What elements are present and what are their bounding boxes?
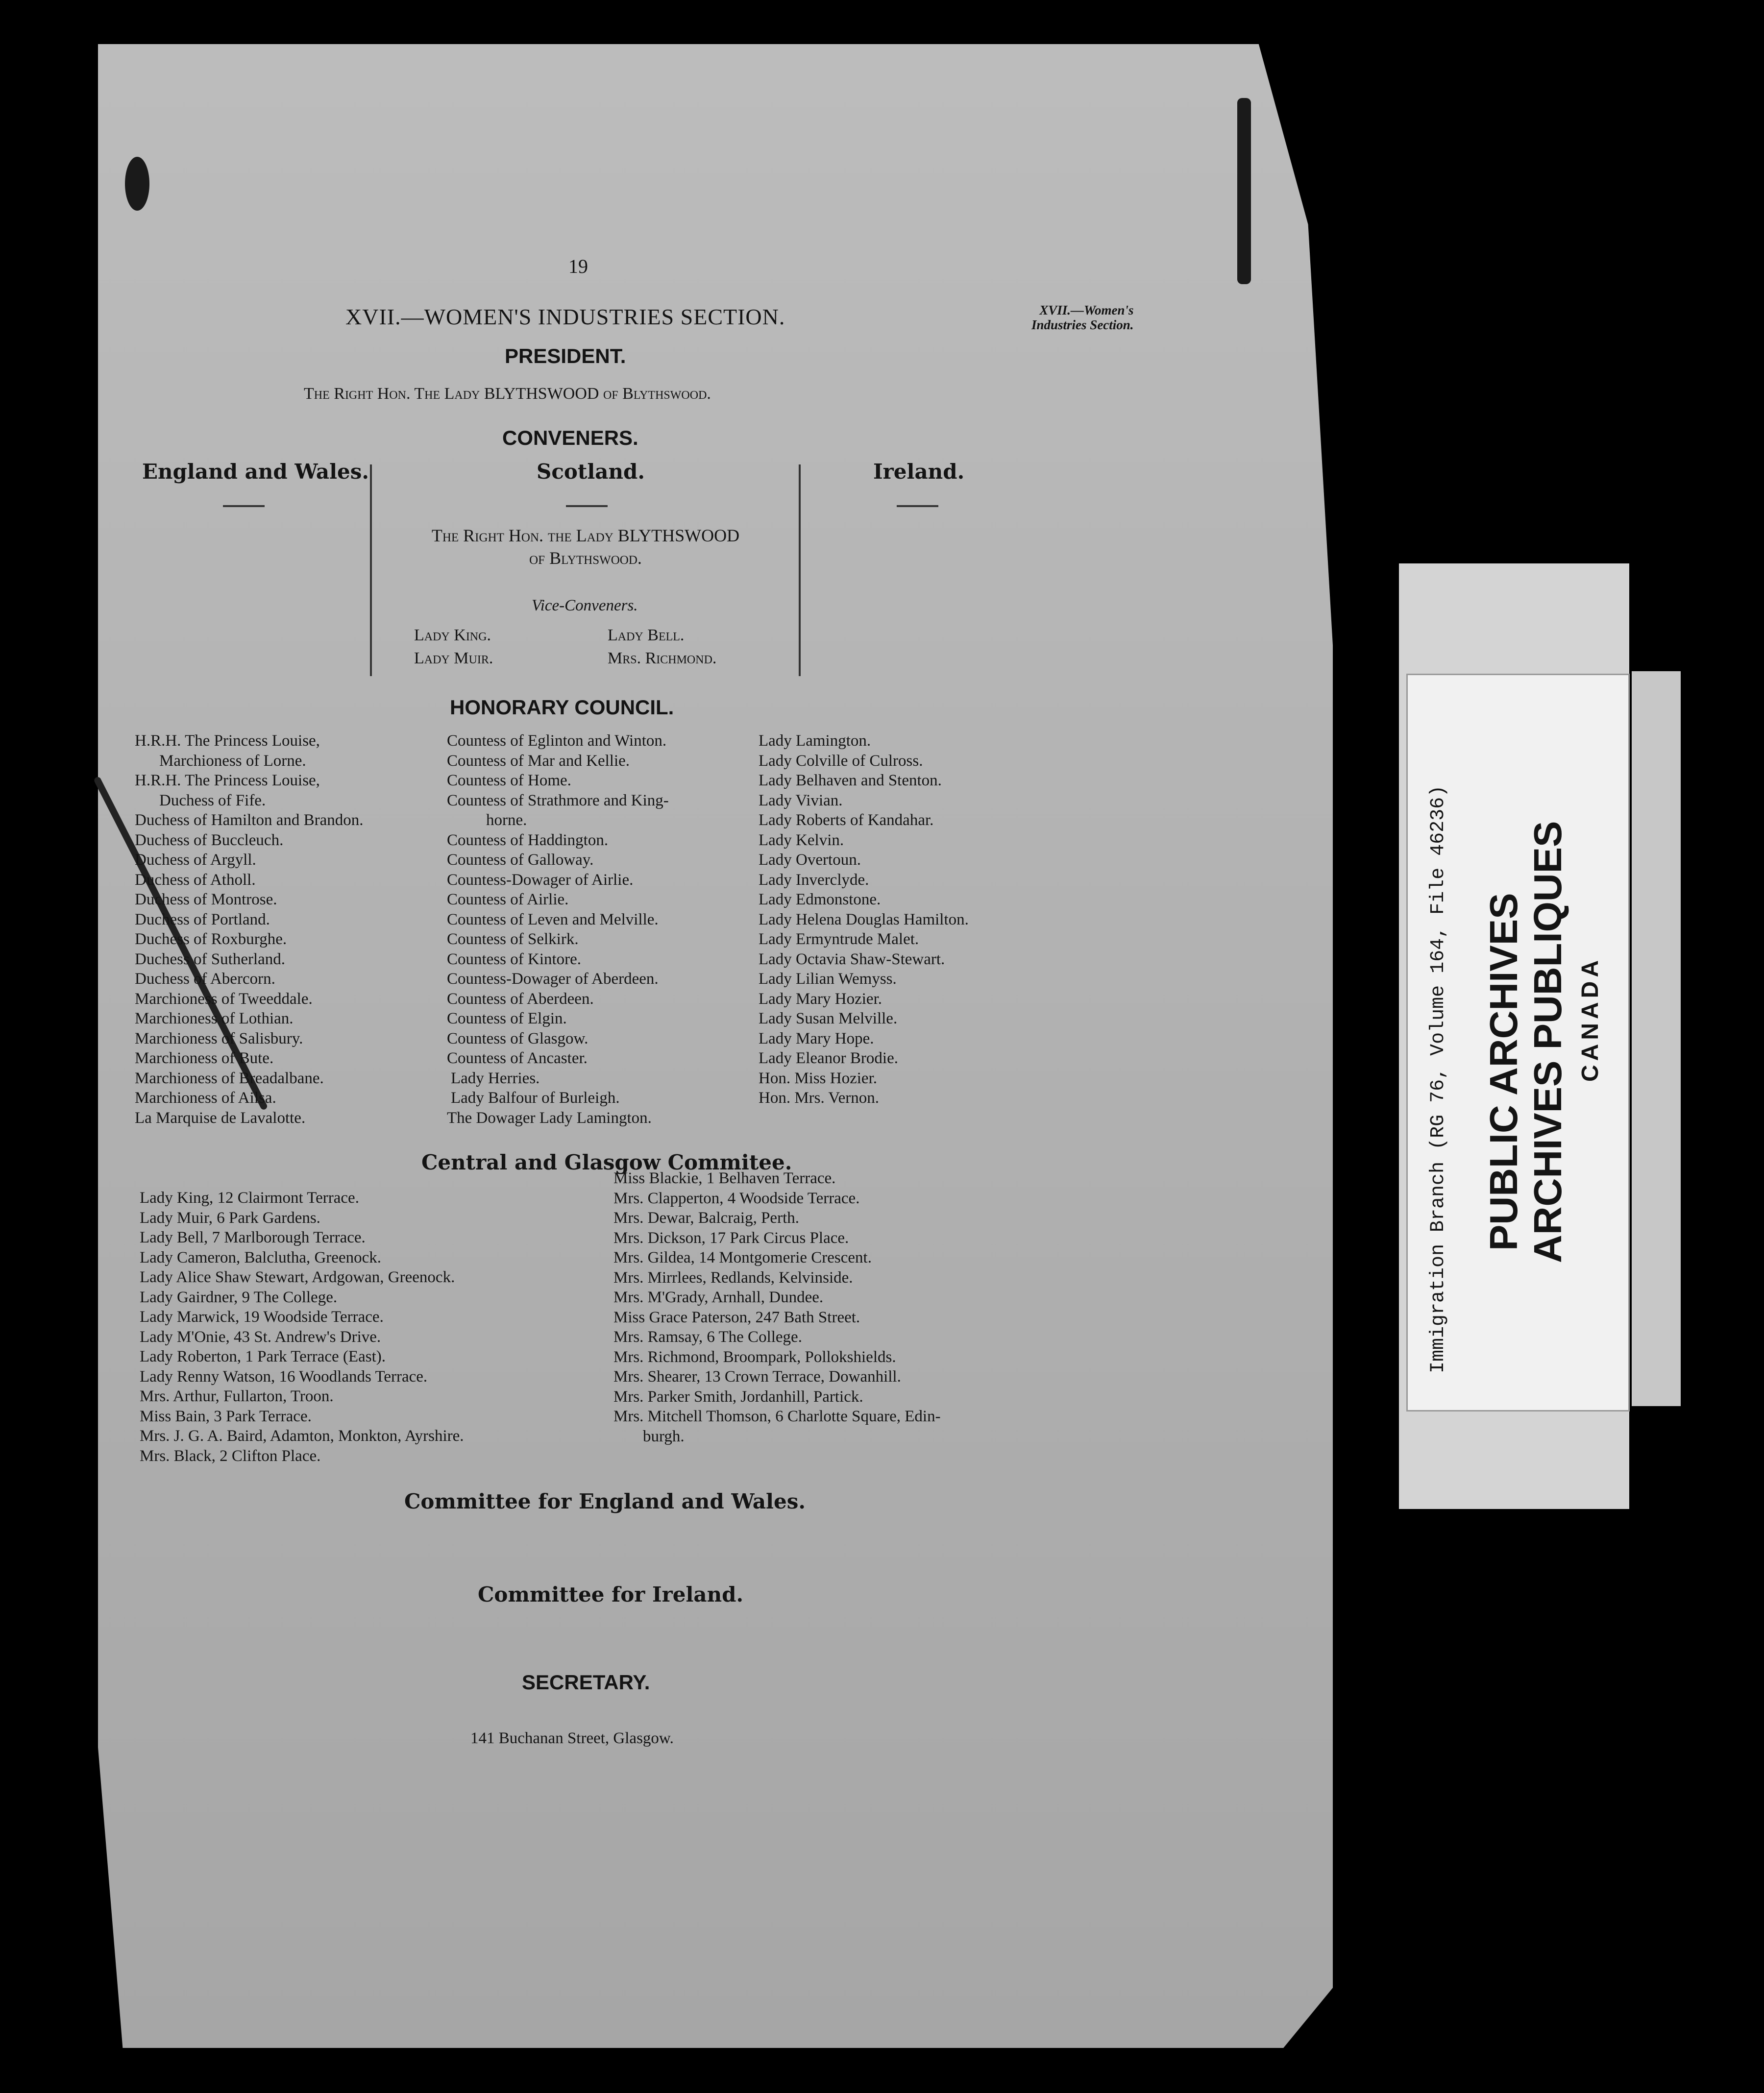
council-member: Lady Balfour of Burleigh. xyxy=(451,1089,620,1107)
council-member: Countess of Haddington. xyxy=(447,831,609,849)
committee-member: Mrs. Mitchell Thomson, 6 Charlotte Square, Edin- xyxy=(613,1408,941,1425)
committee-member: Lady Cameron, Balclutha, Greenock. xyxy=(140,1248,381,1266)
council-member: H.R.H. The Princess Louise, xyxy=(135,772,320,789)
council-member: Marchioness of Lothian. xyxy=(135,1010,294,1027)
council-member: Duchess of Sutherland. xyxy=(135,950,286,968)
council-member: Countess of Galloway. xyxy=(447,851,594,869)
committee-member: Mrs. Shearer, 13 Crown Terrace, Dowanhill. xyxy=(613,1368,901,1386)
council-member: Countess of Home. xyxy=(447,772,571,789)
divider xyxy=(897,505,938,507)
convener-col-scotland: Scotland. xyxy=(537,460,645,484)
council-member: Countess-Dowager of Airlie. xyxy=(447,871,634,889)
divider xyxy=(566,505,608,507)
committee-member: Lady Gairdner, 9 The College. xyxy=(140,1288,338,1306)
council-member: Duchess of Buccleuch. xyxy=(135,831,284,849)
margin-note xyxy=(1031,303,1134,332)
committee-member: Lady King, 12 Clairmont Terrace. xyxy=(140,1189,359,1207)
council-member: La Marquise de Lavalotte. xyxy=(135,1109,306,1127)
committee-member: Lady Renny Watson, 16 Woodlands Terrace. xyxy=(140,1367,428,1386)
committee-member: Lady Bell, 7 Marlborough Terrace. xyxy=(140,1229,366,1246)
committee-member: Mrs. Black, 2 Clifton Place. xyxy=(140,1447,321,1465)
committee-member: Mrs. Mirrlees, Redlands, Kelvinside. xyxy=(613,1268,853,1287)
archive-line-canada: CANADA xyxy=(1577,956,1603,1082)
president-title: PRESIDENT. xyxy=(505,344,626,367)
committee-member: Mrs. Ramsay, 6 The College. xyxy=(613,1328,802,1346)
vice-convener: Lady King. xyxy=(414,626,491,644)
council-member: Duchess of Atholl. xyxy=(135,871,256,889)
honorary-council-title: HONORARY COUNCIL. xyxy=(450,696,674,719)
committee-ireland-title: Committee for Ireland. xyxy=(478,1582,744,1606)
committee-member: Mrs. Dickson, 17 Park Circus Place. xyxy=(613,1229,849,1247)
committee-member: Mrs. Richmond, Broompark, Pollokshields. xyxy=(613,1348,896,1366)
council-column-1 xyxy=(135,731,364,1128)
council-member: Countess of Eglinton and Winton. xyxy=(447,732,667,750)
archive-reference: Immigration Branch (RG 76, Volume 164, File 46236) xyxy=(1427,785,1449,1373)
vice-convener: Lady Bell. xyxy=(608,626,685,644)
column-divider xyxy=(370,464,372,676)
council-member: Marchioness of Breadalbane. xyxy=(135,1069,324,1087)
council-member: Lady Helena Douglas Hamilton. xyxy=(759,910,969,928)
council-member: Marchioness of Salisbury. xyxy=(135,1029,303,1047)
council-member: Hon. Miss Hozier. xyxy=(759,1069,877,1087)
president-name: The Right Hon. The Lady BLYTHSWOOD of Blythswood. xyxy=(304,385,711,403)
council-member: Duchess of Abercorn. xyxy=(135,970,275,988)
council-member: Duchess of Argyll. xyxy=(135,851,256,869)
committee-right-column xyxy=(613,1168,941,1446)
archive-line-public-archives: PUBLIC ARCHIVES xyxy=(1482,893,1525,1251)
council-member: Countess of Leven and Melville. xyxy=(447,910,659,928)
vice-convener: Lady Muir. xyxy=(414,649,493,667)
council-member: Marchioness of Ailsa. xyxy=(135,1089,276,1107)
committee-member: Mrs. Gildea, 14 Montgomerie Crescent. xyxy=(613,1249,872,1266)
council-member: Lady Inverclyde. xyxy=(759,871,869,889)
council-member: Lady Susan Melville. xyxy=(759,1010,898,1027)
margin-note-line: XVII.—Women's xyxy=(1039,303,1134,317)
scotland-convener xyxy=(385,524,786,569)
council-member: Duchess of Hamilton and Brandon. xyxy=(135,811,364,829)
column-divider xyxy=(799,464,801,676)
council-member: Countess of Ancaster. xyxy=(447,1049,588,1067)
council-member: Lady Ermyntrude Malet. xyxy=(759,930,919,948)
convener-col-england: England and Wales. xyxy=(142,460,369,484)
committee-member: Mrs. Arthur, Fullarton, Troon. xyxy=(140,1387,334,1405)
committee-member: Miss Blackie, 1 Belhaven Terrace. xyxy=(613,1169,836,1187)
committee-member: Mrs. M'Grady, Arnhall, Dundee. xyxy=(613,1289,824,1306)
council-member: Lady Lilian Wemyss. xyxy=(759,970,897,988)
archive-label xyxy=(1406,674,1630,1412)
council-member: Hon. Mrs. Vernon. xyxy=(759,1089,879,1107)
council-member: Duchess of Portland. xyxy=(135,910,270,928)
council-member: Countess-Dowager of Aberdeen. xyxy=(447,970,659,988)
council-member: horne. xyxy=(486,811,527,829)
committee-member: Lady Alice Shaw Stewart, Ardgowan, Greenock. xyxy=(140,1268,455,1286)
ink-blot xyxy=(125,157,149,211)
council-member: Lady Herries. xyxy=(451,1069,540,1087)
committee-member: Lady Muir, 6 Park Gardens. xyxy=(140,1209,320,1227)
committee-member: burgh. xyxy=(643,1427,685,1445)
conveners-title: CONVENERS. xyxy=(502,426,638,449)
committee-member: Mrs. J. G. A. Baird, Adamton, Monkton, Ayrshire. xyxy=(140,1427,464,1445)
committee-member: Mrs. Clapperton, 4 Woodside Terrace. xyxy=(613,1189,860,1207)
secretary-address: 141 Buchanan Street, Glasgow. xyxy=(470,1729,674,1747)
committee-member: Lady Roberton, 1 Park Terrace (East). xyxy=(140,1348,386,1365)
council-member: The Dowager Lady Lamington. xyxy=(447,1109,652,1127)
committee-member: Mrs. Dewar, Balcraig, Perth. xyxy=(613,1209,799,1227)
council-member: Lady Mary Hope. xyxy=(759,1029,874,1047)
council-member: Lady Kelvin. xyxy=(759,831,844,849)
ink-blot xyxy=(1237,98,1251,284)
council-member: Lady Lamington. xyxy=(759,732,871,750)
council-member: Countess of Kintore. xyxy=(447,950,582,968)
divider xyxy=(223,505,265,507)
council-member: Lady Octavia Shaw-Stewart. xyxy=(759,950,945,968)
secretary-title: SECRETARY. xyxy=(522,1671,650,1694)
council-member: Countess of Strathmore and King- xyxy=(447,791,669,809)
scotland-convener-line: The Right Hon. the Lady BLYTHSWOOD xyxy=(431,526,740,545)
council-member: Duchess of Roxburghe. xyxy=(135,930,287,948)
council-member: Marchioness of Bute. xyxy=(135,1049,274,1067)
council-member: Lady Edmonstone. xyxy=(759,891,881,908)
council-member: Countess of Glasgow. xyxy=(447,1029,588,1047)
council-member: Lady Vivian. xyxy=(759,791,843,809)
section-heading: XVII.—WOMEN'S INDUSTRIES SECTION. xyxy=(345,304,785,329)
archive-tag-fold xyxy=(1632,671,1681,1406)
council-column-2 xyxy=(447,731,669,1128)
council-member: Lady Mary Hozier. xyxy=(759,990,882,1008)
council-member: Lady Belhaven and Stenton. xyxy=(759,772,942,789)
scotland-convener-line: of Blythswood. xyxy=(529,548,642,568)
council-member: Countess of Selkirk. xyxy=(447,930,579,948)
council-member: Duchess of Fife. xyxy=(159,791,266,809)
committee-member: Lady M'Onie, 43 St. Andrew's Drive. xyxy=(140,1328,381,1346)
council-member: Countess of Mar and Kellie. xyxy=(447,752,630,770)
council-member: Lady Overtoun. xyxy=(759,851,861,869)
committee-left-column xyxy=(140,1188,464,1466)
council-member: H.R.H. The Princess Louise, xyxy=(135,732,320,750)
committee-member: Lady Marwick, 19 Woodside Terrace. xyxy=(140,1308,384,1326)
council-member: Lady Colville of Culross. xyxy=(759,752,923,770)
committee-england-title: Committee for England and Wales. xyxy=(404,1489,806,1513)
council-member: Marchioness of Lorne. xyxy=(159,752,306,770)
committee-member: Miss Grace Paterson, 247 Bath Street. xyxy=(613,1308,860,1326)
central-committee-title: Central and Glasgow Commitee. xyxy=(421,1150,792,1174)
council-member: Countess of Elgin. xyxy=(447,1010,567,1027)
council-column-3 xyxy=(759,731,969,1108)
council-member: Marchioness of Tweeddale. xyxy=(135,990,313,1008)
council-member: Lady Roberts of Kandahar. xyxy=(759,811,934,829)
council-member: Lady Eleanor Brodie. xyxy=(759,1049,898,1067)
committee-member: Miss Bain, 3 Park Terrace. xyxy=(140,1407,312,1425)
council-member: Countess of Airlie. xyxy=(447,891,569,908)
council-member: Duchess of Montrose. xyxy=(135,891,277,908)
page-number: 19 xyxy=(568,255,588,277)
committee-member: Mrs. Parker Smith, Jordanhill, Partick. xyxy=(613,1387,863,1406)
council-member: Countess of Aberdeen. xyxy=(447,990,594,1008)
convener-col-ireland: Ireland. xyxy=(873,460,965,484)
archive-line-archives-publiques: ARCHIVES PUBLIQUES xyxy=(1526,821,1569,1263)
vice-conveners-title: Vice-Conveners. xyxy=(532,597,638,614)
margin-note-line: Industries Section. xyxy=(1031,317,1134,332)
vice-convener: Mrs. Richmond. xyxy=(608,649,717,667)
